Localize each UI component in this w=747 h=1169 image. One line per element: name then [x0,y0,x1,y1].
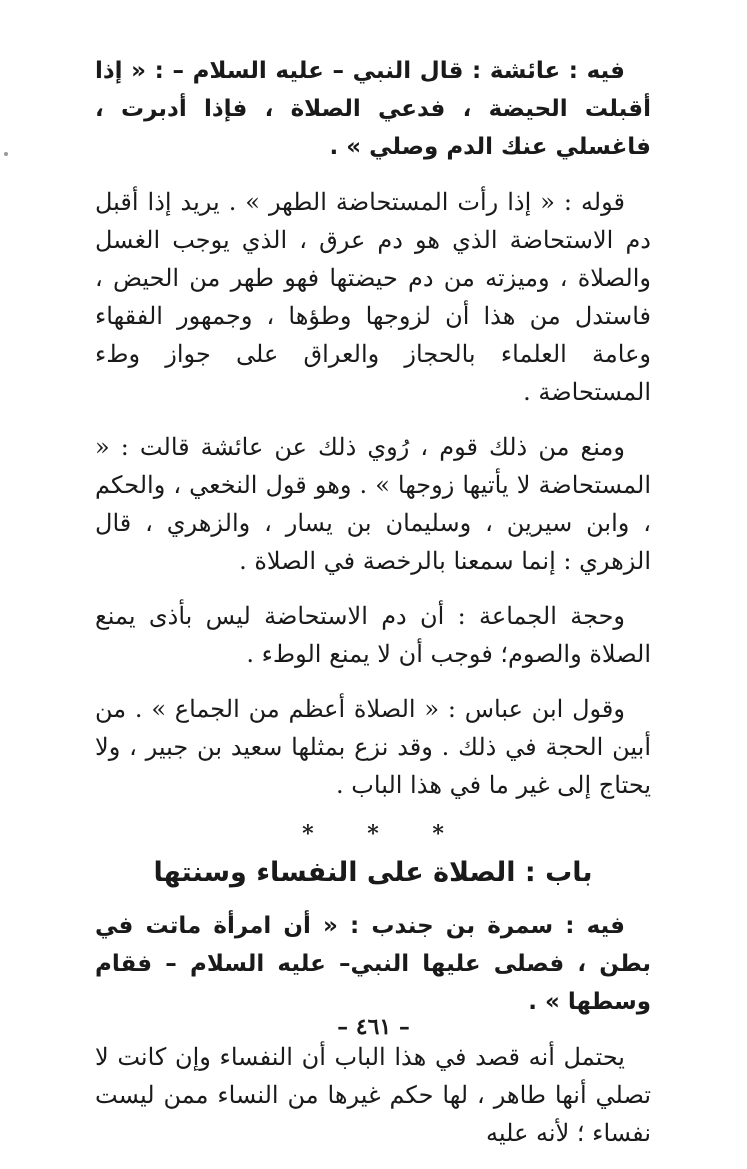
page-body [95,52,651,1169]
chapter-heading: باب : الصلاة على النفساء وسنتها [153,857,593,888]
commentary-paragraph: يحتمل أنه قصد في هذا الباب أن النفساء وإن كانت لا تصلي أنها طاهر ، لها حكم غيرها من النساء ممن ليست نفساء ؛ لأنه عليه [95,1043,651,1147]
hadith-aisha: فيه : عائشة : قال النبي – عليه السلام – : « إذا أقبلت الحيضة ، فدعي الصلاة ، فإذا أدبرت ، فاغسلي عنك الدم وصلي » . [95,58,651,160]
commentary-paragraph: ومنع من ذلك قوم ، رُوي ذلك عن عائشة قالت : « المستحاضة لا يأتيها زوجها » . وهو قول النخعي ، والحكم ، وابن سيرين ، وسليمان بن يسار ، والزهري ، قال الزهري : إنما سمعنا بالرخصة في الصلاة . [95,433,651,575]
commentary-paragraph: وقول ابن عباس : « الصلاة أعظم من الجماع » . من أبين الحجة في ذلك . وقد نزع بمثلها سعيد بن جبير ، ولا يحتاج إلى غير ما في هذا الباب . [95,695,651,799]
commentary-paragraph: قوله : « إذا رأت المستحاضة الطهر » . يريد إذا أقبل دم الاستحاضة الذي هو دم عرق ، الذي يوجب الغسل والصلاة ، وميزته من دم حيضتها فهو طهر من الحيض ، فاستدل من هذا أن لزوجها وطؤها ، وجمهور الفقهاء وعامة العلماء بالحجاز والعراق على جواز وطء المستحاضة . [95,188,651,406]
margin-speck [4,152,8,156]
section-separator: * * * [302,821,444,847]
commentary-paragraph: وحجة الجماعة : أن دم الاستحاضة ليس بأذى يمنع الصلاة والصوم؛ فوجب أن لا يمنع الوطء . [95,602,651,668]
page-number: – ٤٦١ – [337,1014,410,1040]
hadith-samura: فيه : سمرة بن جندب : « أن امرأة ماتت في بطن ، فصلى عليها النبي– عليه السلام – فقام وسطها » . [95,913,651,1015]
